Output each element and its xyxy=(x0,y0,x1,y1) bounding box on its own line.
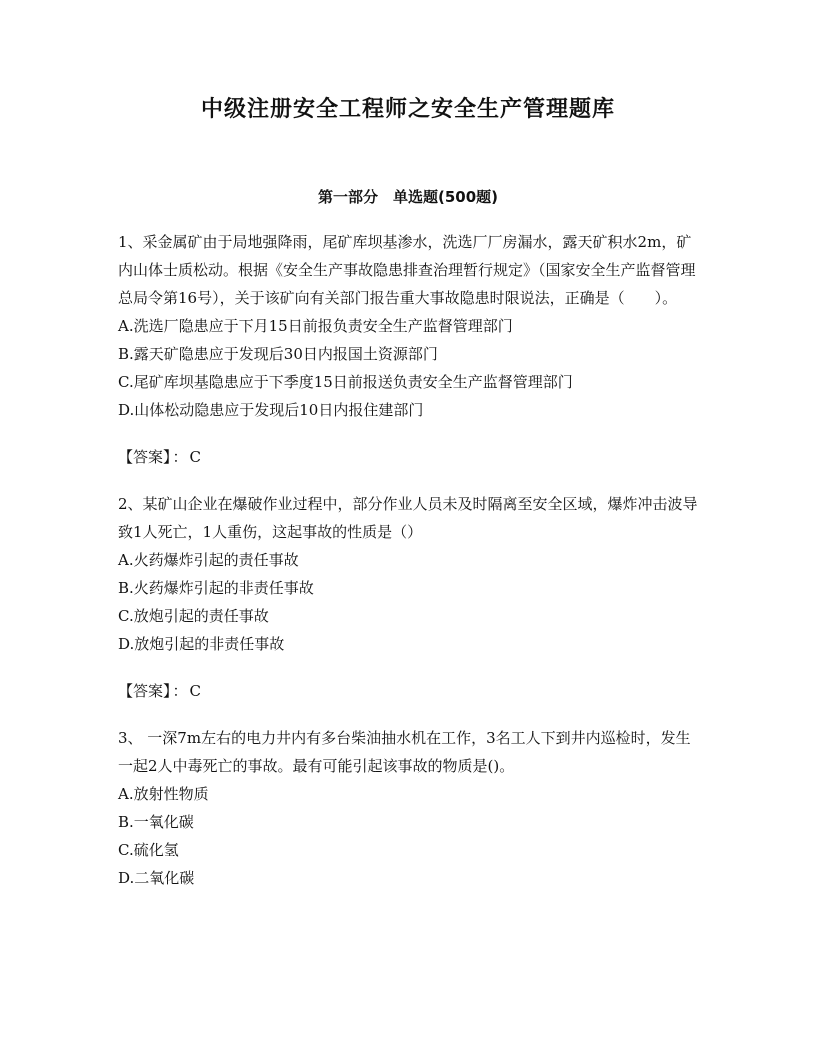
question-2 xyxy=(118,490,698,658)
answer-value: C xyxy=(189,682,202,700)
option-a: A.放射性物质 xyxy=(118,785,209,803)
answer-label: 【答案】 xyxy=(118,448,171,466)
answer-value: C xyxy=(189,448,202,466)
option-b: B.一氧化碳 xyxy=(118,813,194,831)
document-title: 中级注册安全工程师之安全生产管理题库 xyxy=(200,97,615,122)
question-stem: 2、某矿山企业在爆破作业过程中，部分作业人员未及时隔离至安全区域，爆炸冲击波导致1人死亡，1人重伤，这起事故的性质是（） xyxy=(118,495,698,541)
option-d: D.山体松动隐患应于发现后10日内报住建部门 xyxy=(118,401,424,419)
answer-separator: ： xyxy=(172,682,188,700)
option-c: C.硫化氢 xyxy=(118,841,179,859)
answer-label: 【答案】 xyxy=(118,682,171,700)
question-3 xyxy=(118,724,698,892)
option-b: B.露天矿隐患应于发现后30日内报国土资源部门 xyxy=(118,345,438,363)
option-a: A.洗选厂隐患应于下月15日前报负责安全生产监督管理部门 xyxy=(118,317,513,335)
option-d: D.二氧化碳 xyxy=(118,869,195,887)
question-1 xyxy=(118,228,698,424)
option-d: D.放炮引起的非责任事故 xyxy=(118,635,285,653)
option-a: A.火药爆炸引起的责任事故 xyxy=(118,551,299,569)
option-c: C.放炮引起的责任事故 xyxy=(118,607,269,625)
question-stem: 1、采金属矿由于局地强降雨，尾矿库坝基渗水，洗选厂厂房漏水，露天矿积水2m，矿内山体士质松动。根据《安全生产事故隐患排查治理暂行规定》（国家安全生产监督管理总局令第16号），关于该矿向有关部门报告重大事故隐患时限说法，正确是（ ）。 xyxy=(118,233,696,307)
option-c: C.尾矿库坝基隐患应于下季度15日前报送负责安全生产监督管理部门 xyxy=(118,373,573,391)
question-stem: 3、 一深7m左右的电力井内有多台柴油抽水机在工作，3名工人下到井内巡检时，发生一起2人中毒死亡的事故。最有可能引起该事故的物质是()。 xyxy=(118,729,691,775)
question-list xyxy=(118,228,698,892)
answer-separator: ： xyxy=(172,448,188,466)
answer-line-2 xyxy=(118,677,698,705)
option-b: B.火药爆炸引起的非责任事故 xyxy=(118,579,314,597)
answer-line-1 xyxy=(118,443,698,471)
section-title: 第一部分 单选题(500题) xyxy=(317,188,499,206)
